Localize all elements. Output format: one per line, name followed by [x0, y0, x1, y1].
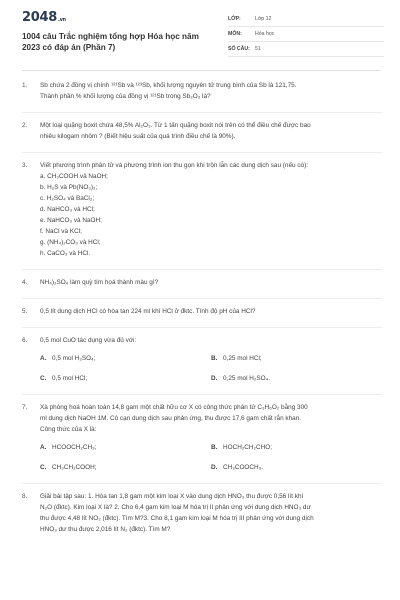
question-text: g. (NH₄)₂CO₃ và HCl;	[40, 239, 101, 246]
question-item	[22, 277, 382, 299]
answer-option[interactable]	[40, 462, 211, 473]
question-list	[22, 80, 382, 552]
answer-options	[40, 442, 382, 473]
answer-option[interactable]	[211, 373, 382, 384]
meta-table	[228, 12, 384, 57]
meta-label: MÔN:	[228, 31, 242, 37]
question-text: NH₄)₂SO₄ làm quỳ tím hoá thành màu gì?	[40, 279, 159, 286]
page-title: 1004 câu Trắc nghiệm tổng hợp Hóa học năm 2023 có đáp án (Phần 7)	[22, 32, 199, 52]
header-divider	[22, 70, 380, 71]
question-text: 0,5 lít dung dịch HCl có hòa tan 224 ml khí HCl ở đktc. Tính độ pH của HCl?	[40, 308, 256, 315]
answer-option[interactable]	[40, 373, 211, 384]
question-item	[22, 120, 382, 153]
question-item	[22, 402, 382, 484]
question-text: HNO₃ dư thu được 2,016 lít N₂ (đktc). Tìm M?	[40, 526, 171, 533]
question-text: Xà phòng hoá hoàn toàn 14,8 gam một chất hữu cơ X có công thức phân tử C₃H₆O₂ bằng 300	[40, 404, 308, 411]
question-item	[22, 306, 382, 328]
option-letter: A.	[40, 355, 47, 362]
option-letter: A.	[40, 444, 47, 451]
question-text: nhiêu kilogam nhôm ? (Biết hiệu suất của quá trình điều chế là 90%).	[40, 133, 236, 140]
meta-value: Lớp 12	[255, 16, 272, 22]
option-text: CH₃CH₂COOH;	[52, 464, 97, 471]
answer-option[interactable]	[40, 442, 211, 453]
option-letter: C.	[40, 464, 47, 471]
meta-row	[228, 42, 384, 57]
meta-label: SỐ CÂU:	[228, 46, 250, 52]
question-text: thu được 4,48 lít NO₂ (đktc). Tìm M?3. Cho 8,1 gam kim loại M hóa trị III phản ứng với dung dịch	[40, 515, 314, 522]
question-text: f. NaCl và KCl;	[40, 228, 82, 235]
option-letter: C.	[40, 375, 47, 382]
question-number: 3.	[22, 162, 28, 169]
question-item	[22, 335, 382, 395]
question-text: d. NaHCO₃ và HCl;	[40, 206, 95, 213]
question-text: a. CH₃COOH và NaOH;	[40, 173, 108, 180]
answer-options	[40, 353, 382, 384]
meta-row	[228, 12, 384, 27]
question-text: 0,5 mol CuO tác dụng vừa đủ với:	[40, 337, 137, 344]
option-text: 0,5 mol H₂SO₄;	[52, 355, 96, 362]
question-text: e. NaHCO₃ và NaOH;	[40, 217, 102, 224]
question-text: ml dung dịch NaOH 1M. Cô cạn dung dịch sau phản ứng, thu được 17,6 gam chất rắn khan.	[40, 415, 302, 422]
option-text: 0,25 mol H₂SO₄.	[223, 375, 270, 382]
option-text: HCOOCH₂CH₃;	[52, 444, 97, 451]
question-text: Một loại quặng boxit chứa 48,5% Al₂O₃. Từ 1 tấn quặng boxit nói trên có thể điều chế được bao	[40, 122, 311, 129]
question-number: 5.	[22, 308, 28, 315]
question-text: Viết phương trình phân tử và phương trình ion thu gọn khi trộn lẫn các dung dịch sau (nếu có):	[40, 162, 309, 169]
site-logo[interactable]	[22, 10, 66, 25]
option-text: HOCH₂CH₂CHO;	[223, 444, 272, 451]
question-text: h. CaCO₃ và HCl.	[40, 250, 91, 257]
meta-label: LỚP:	[228, 16, 241, 22]
question-item	[22, 491, 382, 545]
question-text: c. H₂SO₄ và BaCl₂;	[40, 195, 95, 202]
answer-option[interactable]	[40, 353, 211, 364]
question-text: Công thức của X là:	[40, 426, 97, 433]
option-letter: D.	[211, 464, 218, 471]
question-text: Thành phần % khối lượng của đồng vị ¹²¹Sb trong Sb₂O₃ là?	[40, 93, 211, 100]
question-item	[22, 160, 382, 270]
question-number: 2.	[22, 122, 28, 129]
logo-text: 2048	[22, 10, 57, 25]
question-number: 7.	[22, 404, 28, 411]
option-letter: B.	[211, 355, 218, 362]
question-text: b. H₂S và Pb(NO₃)₂;	[40, 184, 98, 191]
option-letter: B.	[211, 444, 218, 451]
option-text: CH₃COOCH₃.	[223, 464, 263, 471]
answer-option[interactable]	[211, 353, 382, 364]
question-text: Sb chứa 2 đồng vị chính ¹²¹Sb và ¹²³Sb, khối lượng nguyên tử trung bình của Sb là 121,75.	[40, 82, 297, 89]
meta-row	[228, 27, 384, 42]
question-text: Giải bài tập sau: 1. Hòa tan 1,8 gam một kim loại X vào dung dịch HNO₃ thu được 0,56 lít khí	[40, 493, 304, 500]
answer-option[interactable]	[211, 462, 382, 473]
meta-value: 51	[255, 46, 261, 52]
question-number: 1.	[22, 82, 28, 89]
logo-suffix: .vn	[57, 17, 66, 23]
question-number: 8.	[22, 493, 28, 500]
question-item	[22, 80, 382, 113]
question-number: 4.	[22, 279, 28, 286]
option-letter: D.	[211, 375, 218, 382]
option-text: 0,5 mol HCl;	[52, 375, 88, 382]
answer-option[interactable]	[211, 442, 382, 453]
option-text: 0,25 mol HCl;	[223, 355, 262, 362]
question-text: N₂O (đktc). Kim loại X là? 2. Cho 6,4 gam kim loại M hóa trị II phản ứng với dung dịch HNO₃ dư	[40, 504, 311, 511]
meta-value: Hóa học	[255, 31, 275, 37]
header	[22, 10, 382, 62]
question-number: 6.	[22, 337, 28, 344]
